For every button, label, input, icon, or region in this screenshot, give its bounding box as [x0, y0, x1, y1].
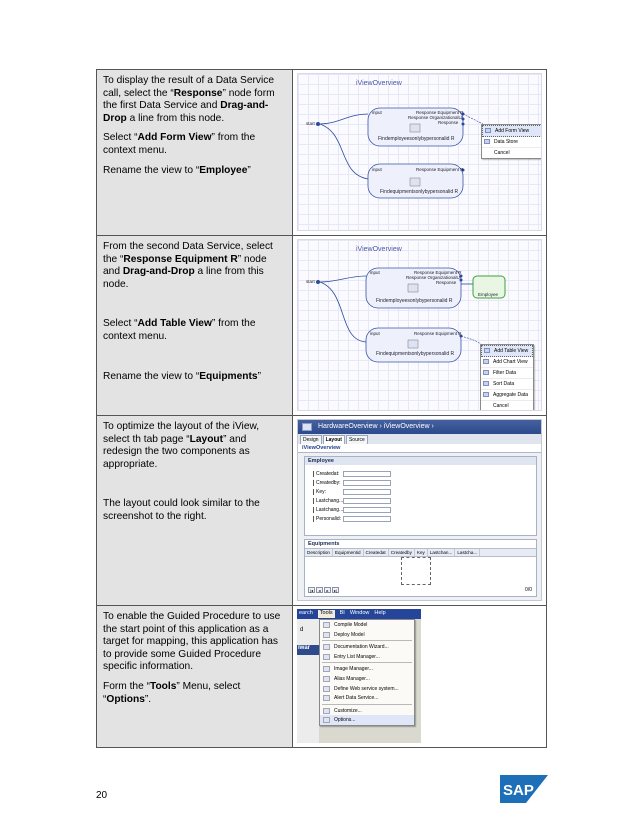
svg-text:SAP: SAP — [503, 782, 534, 799]
form-input[interactable] — [343, 480, 391, 486]
instruction-paragraph: To optimize the layout of the iView, select th tab page “Layout” and redesign the two components as appropriate. — [103, 421, 260, 470]
instruction-paragraph: From the second Data Service, select the “Response Equipment R” node and Drag-and-Drop a line from this node. — [103, 241, 273, 290]
service-icon — [410, 178, 420, 186]
menu-separator — [322, 662, 412, 663]
menu-item-customize[interactable]: Customize... — [320, 706, 414, 716]
background-window: d iwar — [297, 619, 319, 743]
output-label: Response Equipment R — [416, 167, 464, 172]
menu-item-aggregate-data[interactable]: Aggregate Data — [481, 390, 533, 401]
form-input[interactable] — [343, 489, 391, 495]
instruction-paragraph: To display the result of a Data Service call, select the “Response” node form the first Data Service and Drag-and-Drop a line from this node. — [103, 75, 275, 124]
page-number: 20 — [96, 790, 108, 801]
instruction-paragraph: Select “Add Table View” from the context menu. — [103, 318, 256, 342]
menu-item-deploy-model[interactable]: Deploy Model — [320, 630, 414, 640]
start-label: start — [306, 121, 315, 126]
prev-page-icon[interactable]: ◂ — [316, 587, 323, 593]
employee-form[interactable] — [304, 456, 537, 536]
selection-box — [401, 557, 431, 585]
input-label: input — [372, 167, 382, 172]
tools-dropdown — [319, 619, 415, 726]
menu-search[interactable]: earch — [299, 610, 313, 616]
menu-bar — [297, 609, 421, 619]
context-menu — [480, 344, 534, 411]
menu-item-icon — [323, 666, 330, 672]
instruction-paragraph: Form the “Tools” Menu, select “Options”. — [103, 680, 241, 705]
menu-separator — [322, 640, 412, 641]
input-label: input — [370, 331, 380, 336]
view-node-label: Employee — [478, 292, 499, 297]
connector-line — [320, 114, 368, 124]
menu-help[interactable]: Help — [374, 610, 386, 616]
layout-editor — [297, 419, 542, 601]
tab-layout[interactable]: Layout — [323, 435, 345, 444]
menu-item-add-form-view[interactable]: Add Form View — [482, 125, 542, 137]
menu-bi[interactable]: BI — [339, 610, 345, 616]
menu-item-compile-model[interactable]: Compile Model — [320, 620, 414, 630]
menu-item-add-table-view[interactable]: Add Table View — [481, 345, 533, 357]
menu-item-icon — [323, 676, 330, 682]
model-diagram-1 — [297, 73, 542, 231]
filter-icon — [483, 370, 489, 375]
instruction-paragraph: The layout could look similar to the screenshot to the right. — [103, 498, 260, 522]
step-screenshot-2 — [293, 236, 547, 416]
column-header[interactable]: Description — [305, 549, 333, 556]
input-label: input — [372, 110, 382, 115]
form-title: Employee — [305, 457, 536, 465]
menu-item-entry-list-manager[interactable]: Entry List Manager... — [320, 652, 414, 662]
step-text-3 — [97, 416, 293, 606]
service-name: Findequipmentsonlybypersonalid R — [380, 189, 459, 195]
output-label: Response OrganizationalU — [408, 115, 462, 120]
step-screenshot-3 — [293, 416, 547, 606]
diagram-title: iViewOverview — [356, 80, 402, 87]
table-title: Equipments — [308, 541, 340, 547]
form-row: Lastchang... — [305, 496, 536, 505]
input-label: input — [370, 270, 380, 275]
menu-window[interactable]: Window — [349, 610, 370, 616]
connector-line — [320, 282, 366, 342]
form-row: Key: — [305, 487, 536, 496]
menu-item-data-store[interactable]: Data Store — [482, 137, 542, 148]
service-name: Findemployeesonlybypersonalid R — [378, 136, 455, 142]
form-row: Lastchang... — [305, 505, 536, 514]
step-text-1 — [97, 70, 293, 236]
output-label: Response Equipment R — [416, 110, 464, 115]
equipments-table[interactable] — [304, 539, 537, 597]
step-screenshot-1 — [293, 70, 547, 236]
start-port — [316, 122, 320, 126]
sum-icon — [483, 392, 489, 397]
menu-item-define-web-service-system[interactable]: Define Web service system... — [320, 684, 414, 694]
output-label: Response Equipment R — [414, 270, 462, 275]
column-header[interactable]: Lastcha... — [455, 549, 480, 556]
column-header[interactable]: Createdat — [364, 549, 389, 556]
instruction-paragraph: To enable the Guided Procedure to use the start point of this application as a target for mapping, this application has to provide some Guided Procedure specific information. — [103, 611, 281, 673]
menu-item-sort-data[interactable]: Sort Data — [481, 379, 533, 390]
context-menu — [481, 124, 542, 159]
menu-item-filter-data[interactable]: Filter Data — [481, 368, 533, 379]
next-page-icon[interactable]: ▸ — [324, 587, 331, 593]
menu-item-image-manager[interactable]: Image Manager... — [320, 664, 414, 674]
tools-menu-screenshot — [297, 609, 421, 743]
instruction-paragraph: Select “Add Form View” from the context menu. — [103, 132, 256, 156]
drag-line — [463, 114, 483, 124]
model-diagram-2 — [297, 239, 542, 411]
form-row: Createdby: — [305, 478, 536, 487]
connector-line — [320, 276, 366, 282]
table-header — [305, 548, 536, 557]
tab-design[interactable]: Design — [300, 435, 322, 444]
menu-item-icon — [323, 654, 330, 660]
menu-separator — [322, 704, 412, 705]
chart-view-icon — [483, 359, 489, 364]
output-label: Response OrganizationalU — [406, 275, 460, 280]
menu-item-alert-data-service[interactable]: Alert Data Service... — [320, 693, 414, 703]
editor-tabs — [298, 434, 541, 444]
form-input[interactable] — [343, 471, 391, 477]
form-input[interactable] — [343, 507, 391, 513]
form-view-icon — [485, 128, 491, 133]
form-row: Createdat: — [305, 469, 536, 478]
output-label: Response — [438, 120, 459, 125]
menu-item-icon — [323, 695, 330, 701]
menu-item-cancel[interactable]: Cancel — [494, 150, 510, 156]
service-name: Findequipmentsonlybypersonalid R — [376, 351, 455, 357]
instruction-paragraph: Rename the view to “Equipments” — [103, 370, 261, 382]
menu-item-icon — [323, 644, 330, 650]
column-header[interactable]: Equipmentid — [333, 549, 364, 556]
editor-icon — [302, 423, 312, 431]
menu-item-icon — [323, 708, 330, 714]
output-label: Response — [436, 280, 457, 285]
first-page-icon[interactable]: |◂ — [309, 588, 314, 593]
sap-logo — [500, 775, 548, 803]
sort-icon — [483, 381, 489, 386]
table-view-icon — [484, 348, 490, 353]
menu-item-cancel[interactable]: Cancel — [493, 403, 509, 409]
form-input[interactable] — [343, 516, 391, 522]
tab-source[interactable]: Source — [346, 435, 368, 444]
connector-line — [320, 124, 368, 179]
instruction-table — [96, 69, 547, 748]
menu-item-documentation-wizard[interactable]: Documentation Wizard... — [320, 642, 414, 652]
last-page-icon[interactable]: ▸| — [333, 588, 338, 593]
step-text-4 — [97, 606, 293, 748]
output-label: Response Equipment R — [414, 331, 462, 336]
menu-item-icon — [323, 622, 330, 628]
table-pager — [308, 587, 339, 593]
menu-item-add-chart-view[interactable]: Add Chart View — [481, 357, 533, 368]
start-label: start — [306, 279, 315, 284]
pager-count: 0/0 — [525, 587, 532, 593]
column-header[interactable]: Createdby — [389, 549, 415, 556]
menu-item-icon — [323, 717, 330, 723]
diagram-title: iViewOverview — [356, 246, 402, 253]
editor-header: HardwareOverview › iViewOverview › — [298, 420, 541, 434]
menu-item-options[interactable]: Options... — [320, 715, 414, 725]
menu-item-icon — [323, 686, 330, 692]
menu-item-icon — [323, 632, 330, 638]
form-row: Personalid: — [305, 514, 536, 523]
step-screenshot-4 — [293, 606, 547, 748]
service-icon — [410, 124, 420, 132]
form-input[interactable] — [343, 498, 391, 504]
iview-subtitle: iViewOverview — [298, 444, 541, 453]
column-header[interactable]: Key — [415, 549, 428, 556]
menu-tools[interactable]: Tools — [319, 610, 333, 616]
service-name: Findemployeesonlybypersonalid R — [376, 298, 453, 304]
data-store-icon — [484, 139, 490, 144]
menu-item-alias-manager[interactable]: Alias Manager... — [320, 674, 414, 684]
instruction-paragraph: Rename the view to “Employee” — [103, 164, 251, 176]
column-header[interactable]: Lastchan... — [428, 549, 455, 556]
step-text-2 — [97, 236, 293, 416]
